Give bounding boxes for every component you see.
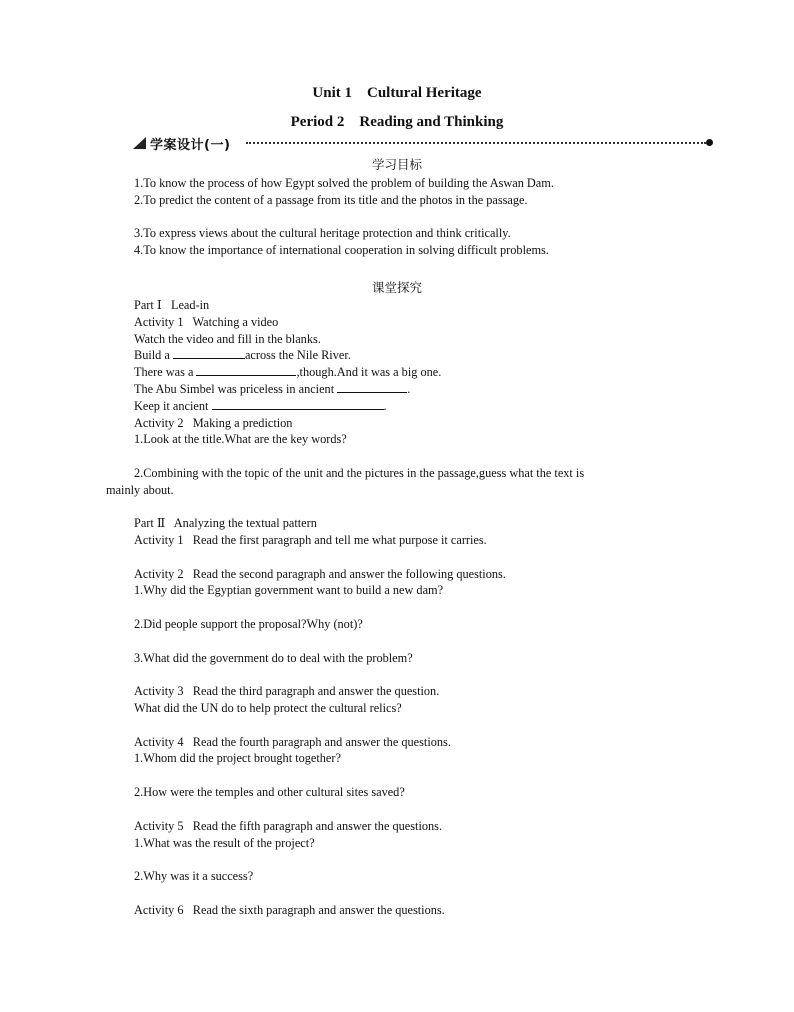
section-banner [133, 134, 713, 152]
blank-prefix: The Abu Simbel was priceless in ancient [134, 382, 338, 396]
answer-blank[interactable] [196, 364, 296, 376]
question-text: 1.What was the result of the project? [134, 836, 315, 850]
activity-title: Activity 6 Read the sixth paragraph and answer the questions. [134, 903, 445, 917]
fill-blank-line [134, 364, 441, 380]
blank-suffix: across the Nile River. [244, 348, 351, 362]
activity-title: Activity 2 Making a prediction [134, 416, 293, 430]
part-title: Part Ⅱ Analyzing the textual pattern [134, 516, 317, 530]
fill-blank-line [134, 398, 387, 414]
blank-suffix: ,though.And it was a big one. [296, 365, 442, 379]
period-title: Period 2 Reading and Thinking [290, 114, 504, 130]
answer-blank[interactable] [337, 381, 407, 393]
activity-title: Activity 2 Read the second paragraph and answer the following questions. [134, 567, 506, 581]
question-text: 1.Why did the Egyptian government want to build a new dam? [134, 583, 444, 597]
question-text: 2.Combining with the topic of the unit and the pictures in the passage,guess what the text is [134, 466, 585, 480]
objective-item: 2.To predict the content of a passage from its title and the photos in the passage. [134, 193, 528, 207]
objective-item: 3.To express views about the cultural heritage protection and think critically. [134, 226, 511, 240]
question-text: What did the UN do to help protect the cultural relics? [134, 701, 402, 715]
question-text: 1.Whom did the project brought together? [134, 751, 341, 765]
question-text: mainly about. [106, 483, 174, 497]
question-text: 3.What did the government do to deal with the problem? [134, 651, 413, 665]
activity-title: Activity 1 Watching a video [134, 315, 279, 329]
part-title: Part Ⅰ Lead-in [134, 298, 210, 312]
blank-prefix: Keep it ancient [134, 399, 212, 413]
dotted-rule [246, 142, 706, 144]
explore-heading: 课堂探究 [371, 280, 422, 295]
question-text: 1.Look at the title.What are the key words? [134, 432, 347, 446]
blank-prefix: Build a [134, 348, 173, 362]
question-text: 2.How were the temples and other cultural sites saved? [134, 785, 405, 799]
banner-label: 学案设计(一) [150, 138, 231, 153]
activity-title: Activity 3 Read the third paragraph and answer the question. [134, 684, 440, 698]
fill-blank-line [134, 381, 410, 397]
activity-title: Activity 5 Read the fifth paragraph and answer the questions. [134, 819, 443, 833]
activity-title: Activity 1 Read the first paragraph and tell me what purpose it carries. [134, 533, 487, 547]
answer-blank[interactable] [173, 347, 245, 359]
unit-title: Unit 1 Cultural Heritage [312, 85, 482, 101]
instruction-text: Watch the video and fill in the blanks. [134, 332, 321, 346]
blank-prefix: There was a [134, 365, 197, 379]
objectives-heading: 学习目标 [371, 157, 422, 172]
triangle-corner-icon [133, 137, 146, 149]
objective-item: 1.To know the process of how Egypt solved the problem of building the Aswan Dam. [134, 176, 554, 190]
activity-title: Activity 4 Read the fourth paragraph and answer the questions. [134, 735, 451, 749]
blank-suffix: . [407, 382, 411, 396]
objective-item: 4.To know the importance of international cooperation in solving difficult problems. [134, 243, 549, 257]
question-text: 2.Did people support the proposal?Why (not)? [134, 617, 363, 631]
rule-end-dot-icon [706, 139, 713, 146]
blank-suffix: . [383, 399, 387, 413]
fill-blank-line [134, 347, 351, 363]
question-text: 2.Why was it a success? [134, 869, 254, 883]
answer-blank[interactable] [212, 398, 384, 410]
